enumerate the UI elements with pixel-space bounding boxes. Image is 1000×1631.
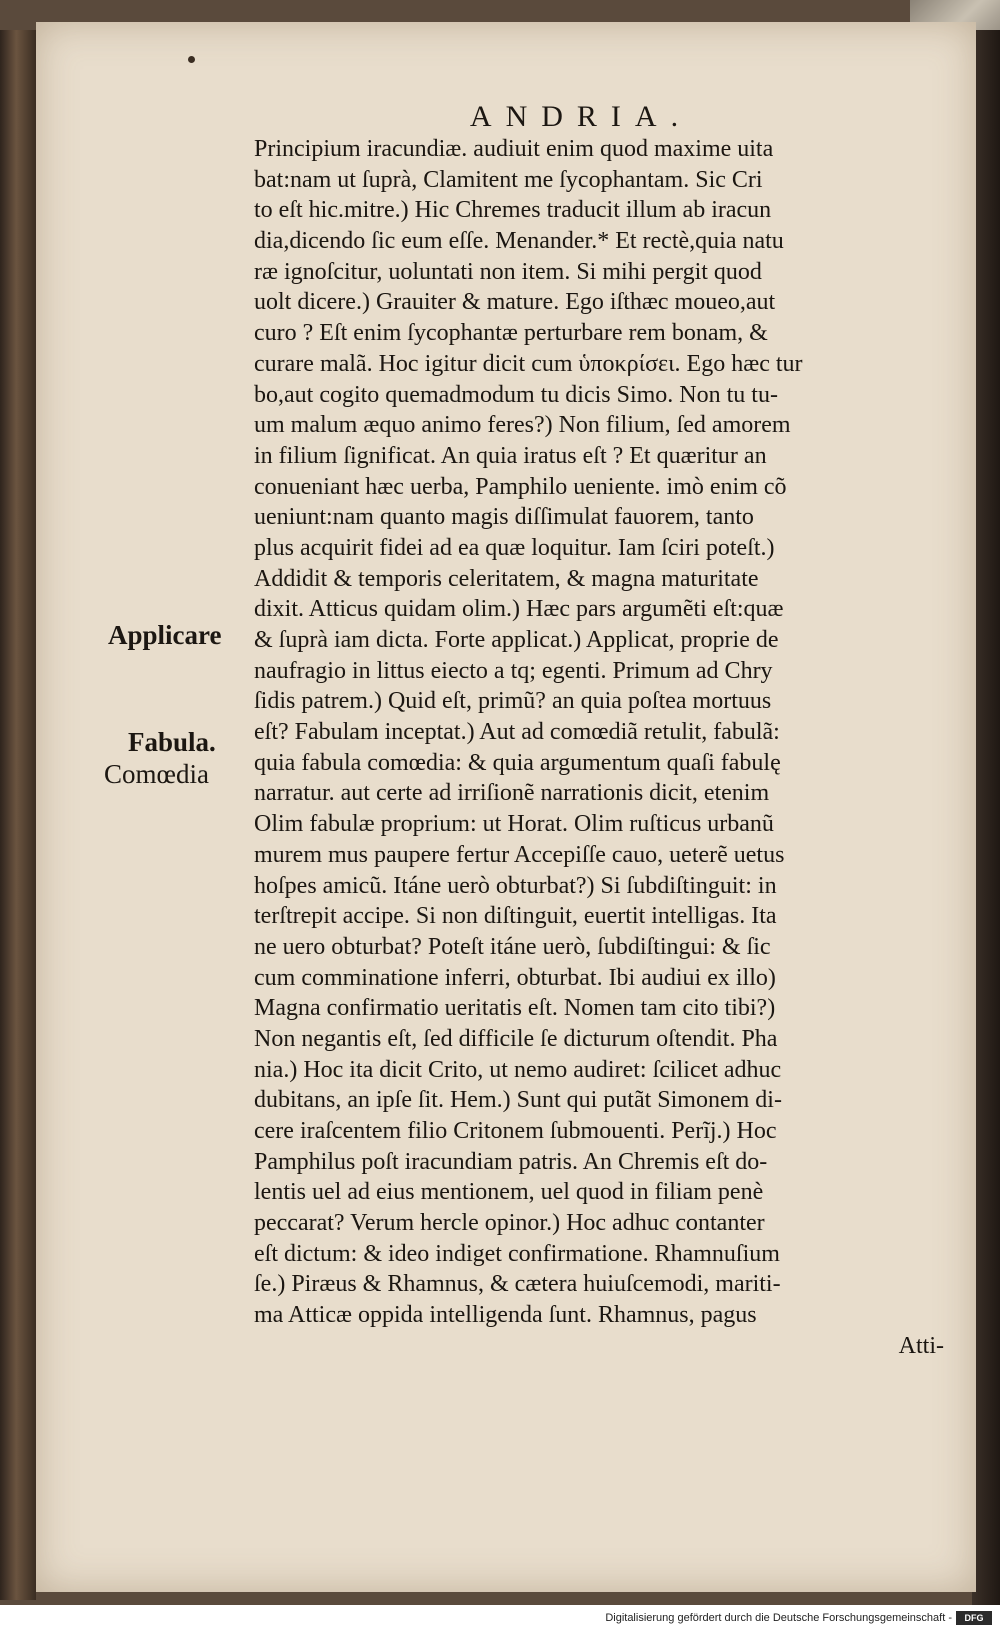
text-line: & ſuprà iam dicta. Forte applicat.) Applicat, proprie de (254, 627, 779, 653)
text-line: peccarat? Verum hercle opinor.) Hoc adhuc contanter (254, 1210, 765, 1237)
text-line: quia fabula comœdia: & quia argumentum quaſi fabulę (254, 749, 781, 776)
margin-note-applicare: Applicare (108, 620, 222, 650)
book-page (36, 22, 976, 1592)
text-line: plus acquirit fidei ad ea quæ loquitur. Iam ſciri poteſt.) (254, 534, 775, 561)
text-line: cere iraſcentem filio Critonem ſubmouenti. Perĩj.) Hoc (254, 1118, 777, 1144)
commentary-text (254, 134, 944, 1362)
text-line: hoſpes amicũ. Itáne uerò obturbat?) Si ſubdiſtinguit: in (254, 872, 777, 899)
text-line: dia,dicendo ſic eum eſſe. Menander.* Et rectè,quia natu (254, 228, 784, 255)
ink-spot (188, 56, 195, 63)
text-line: conueniant hæc uerba, Pamphilo ueniente. imò enim cõ (254, 473, 787, 500)
text-line: ſe.) Piræus & Rhamnus, & cætera huiuſcemodi, mariti- (254, 1271, 781, 1298)
text-line: ſidis patrem.) Quid eſt, primũ? an quia poſtea mortuus (254, 688, 772, 715)
text-line: in filium ſignificat. An quia iratus eſt ? Et quæritur an (254, 442, 767, 469)
text-line: murem mus paupere fertur Accepiſſe cauo, ueterẽ uetus (254, 841, 785, 868)
text-line: Magna confirmatio ueritatis eſt. Nomen tam cito tibi?) (254, 995, 776, 1022)
text-line: narratur. aut certe ad irriſionẽ narrationis dicit, etenim (254, 780, 770, 807)
text-line: dubitans, an ipſe ſit. Hem.) Sunt qui putãt Simonem di- (254, 1087, 782, 1114)
text-line: lentis uel ad eius mentionem, uel quod in filiam penè (254, 1179, 764, 1206)
page-edge (972, 0, 1000, 1605)
running-head: ANDRIA. (469, 100, 693, 133)
text-line: bo,aut cogito quemadmodum tu dicis Simo. Non tu tu- (254, 381, 778, 408)
margin-note-fabula: Fabula. (128, 727, 216, 757)
text-line: curare malã. Hoc igitur dicit cum ὑποκρίσει. Ego hæc tur (254, 350, 803, 377)
dfg-logo-icon: DFG (956, 1611, 992, 1625)
margin-note-comoedia: Comœdia (104, 759, 209, 789)
text-line: to eſt hic.mitre.) Hic Chremes traducit illum ab iracun (254, 197, 772, 224)
text-line: um malum æquo animo feres?) Non filium, ſed amorem (254, 412, 791, 439)
text-line: curo ? Eſt enim ſycophantæ perturbare rem bonam, & (254, 320, 768, 347)
text-line: ma Atticæ oppida intelligenda ſunt. Rhamnus, pagus (254, 1302, 757, 1329)
book-spine (0, 30, 36, 1600)
text-line: eſt dictum: & ideo indiget confirmatione. Rhamnuſium (254, 1240, 780, 1267)
funding-credit: Digitalisierung gefördert durch die Deutsche Forschungsgemeinschaft - (605, 1612, 952, 1624)
text-line: naufragio in littus eiecto a tq; egenti. Primum ad Chry (254, 657, 773, 684)
text-line: Non negantis eſt, ſed difficile ſe dicturum oſtendit. Pha (254, 1025, 778, 1052)
text-line: ræ ignoſcitur, uoluntati non item. Si mihi pergit quod (254, 258, 762, 285)
text-line: Pamphilus poſt iracundiam patris. An Chremis eſt do- (254, 1148, 768, 1175)
catchword: Atti- (898, 1332, 944, 1359)
text-line: Olim fabulæ proprium: ut Horat. Olim ruſticus urbanũ (254, 811, 774, 838)
text-line: uolt dicere.) Grauiter & mature. Ego iſthæc moueo,aut (254, 289, 776, 316)
text-line: ne uero obturbat? Poteſt itáne uerò, ſubdiſtingui: & ſic (254, 933, 771, 960)
text-line: eſt? Fabulam inceptat.) Aut ad comœdiã retulit, fabulã: (254, 719, 780, 746)
text-line: terſtrepit accipe. Si non diſtinguit, euertit intelligas. Ita (254, 903, 777, 930)
text-line: cum comminatione inferri, obturbat. Ibi audiui ex illo) (254, 964, 776, 991)
text-line: Addidit & temporis celeritatem, & magna maturitate (254, 565, 759, 592)
text-line: Principium iracundiæ. audiuit enim quod maxime uita (254, 136, 774, 162)
text-line: ueniunt:nam quanto magis diſſimulat fauorem, tanto (254, 504, 754, 531)
footer-bar (0, 1605, 1000, 1631)
text-line: nia.) Hoc ita dicit Crito, ut nemo audiret: ſcilicet adhuc (254, 1056, 782, 1083)
text-line: bat:nam ut ſuprà, Clamitent me ſycophantam. Sic Cri (254, 166, 763, 193)
text-line: dixit. Atticus quidam olim.) Hæc pars argumẽti eſt:quæ (254, 596, 784, 623)
